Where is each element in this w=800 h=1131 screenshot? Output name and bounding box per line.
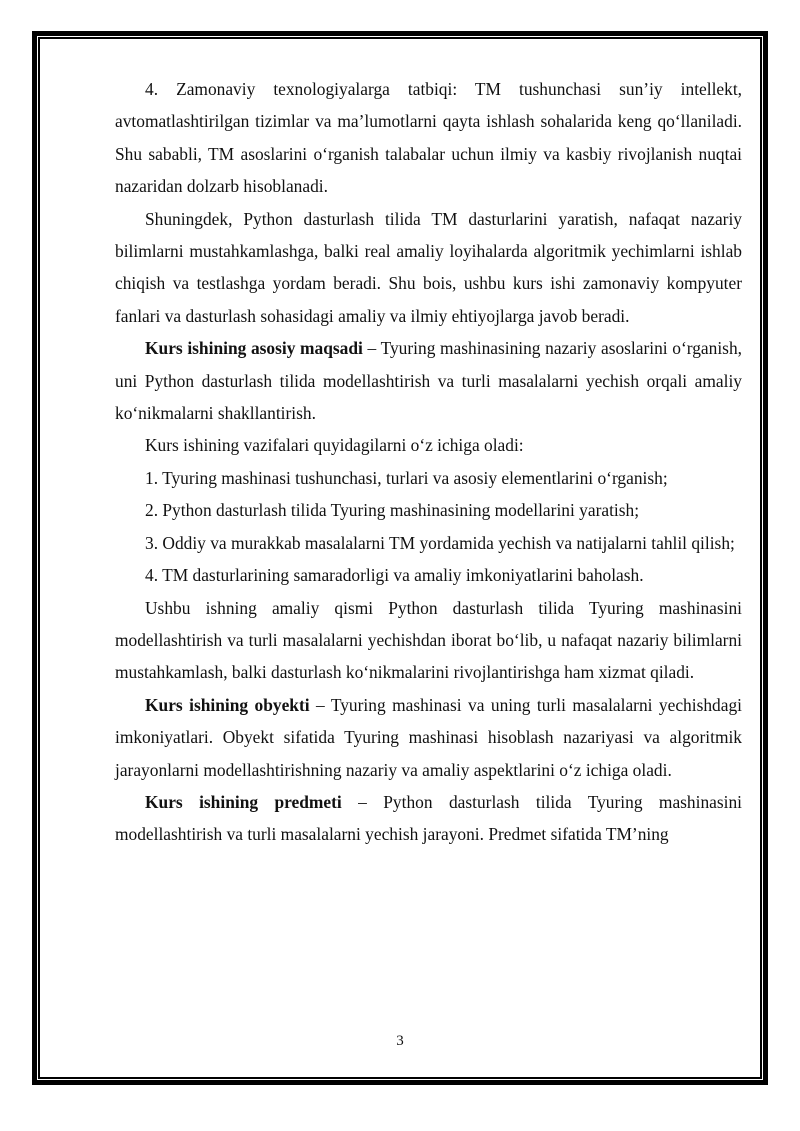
list-item-task-3 [115, 527, 742, 559]
paragraph-text: – Tyuring mashinasi va uning turli masalalarni yechishdagi imkoniyatlari. Obyekt sifatida Tyuring mashinasi hisoblash nazariyasi va algoritmik jarayonlarni modellashtirishning nazariy va amaliy aspektlarini o‘z ichiga oladi. [115, 694, 742, 780]
paragraph-text: – Tyuring mashinasining nazariy asoslarini o‘rganish, uni Python dasturlash tilida modellashtirish va turli masalalarni yechish orqali amaliy ko‘nikmalarni shakllantirish. [115, 338, 742, 424]
paragraph-lead: Kurs ishining predmeti [145, 791, 342, 812]
paragraph-modern-applications [115, 73, 742, 203]
list-item-task-4 [115, 559, 742, 591]
paragraph-text: 4. Zamonaviy texnologiyalarga tatbiqi: TM tushunchasi sun’iy intellekt, avtomatlashtirilgan tizimlar va ma’lumotlarni qayta ishlash sohalarida keng qo‘llaniladi. Shu sababli, TM asoslarini o‘rganish talabalar uchun ilmiy va kasbiy rivojlanish nuqtai nazaridan dolzarb hisoblanadi. [115, 79, 742, 197]
paragraph-text: 2. Python dasturlash tilida Tyuring mashinasining modellarini yaratish; [145, 500, 640, 521]
page-number: 3 [396, 1033, 404, 1049]
paragraph-practical-part [115, 592, 742, 689]
paragraph-lead: Kurs ishining obyekti [145, 694, 310, 715]
paragraph-text: Kurs ishining vazifalari quyidagilarni o‘z ichiga oladi: [145, 435, 524, 456]
paragraph-main-goal [115, 332, 742, 429]
paragraph-text: Ushbu ishning amaliy qismi Python dasturlash tilida Tyuring mashinasini modellashtirish va turli masalalarni yechishdan iborat bo‘lib, u nafaqat nazariy bilimlarni mustahkamlash, balki dasturlash ko‘nikmalarini rivojlantirishga ham xizmat qiladi. [115, 597, 742, 683]
paragraph-text: Shuningdek, Python dasturlash tilida TM dasturlarini yaratish, nafaqat nazariy bilimlarni mustahkamlashga, balki real amaliy loyihalarda algoritmik yechimlarni ishlab chiqish va testlashga yordam beradi. Shu bois, ushbu kurs ishi zamonaviy kompyuter fanlari va dasturlash sohasidagi amaliy va ilmiy ehtiyojlarga javob beradi. [115, 208, 742, 326]
document-body [115, 73, 742, 851]
list-item-task-1 [115, 462, 742, 494]
list-item-task-2 [115, 494, 742, 526]
paragraph-text: 3. Oddiy va murakkab masalalarni TM yordamida yechish va natijalarni tahlil qilish; [145, 532, 735, 553]
paragraph-object [115, 689, 742, 786]
paragraph-text: 1. Tyuring mashinasi tushunchasi, turlari va asosiy elementlarini o‘rganish; [145, 467, 668, 488]
paragraph-subject [115, 786, 742, 851]
paragraph-lead: Kurs ishining asosiy maqsadi [145, 338, 363, 359]
paragraph-tasks-intro [115, 429, 742, 461]
paragraph-python-programs [115, 203, 742, 333]
paragraph-text: 4. TM dasturlarining samaradorligi va amaliy imkoniyatlarini baholash. [145, 565, 644, 586]
paragraph-text: – Python dasturlash tilida Tyuring mashinasini modellashtirish va turli masalalarni yechish jarayoni. Predmet sifatida TM’ning [115, 791, 742, 845]
